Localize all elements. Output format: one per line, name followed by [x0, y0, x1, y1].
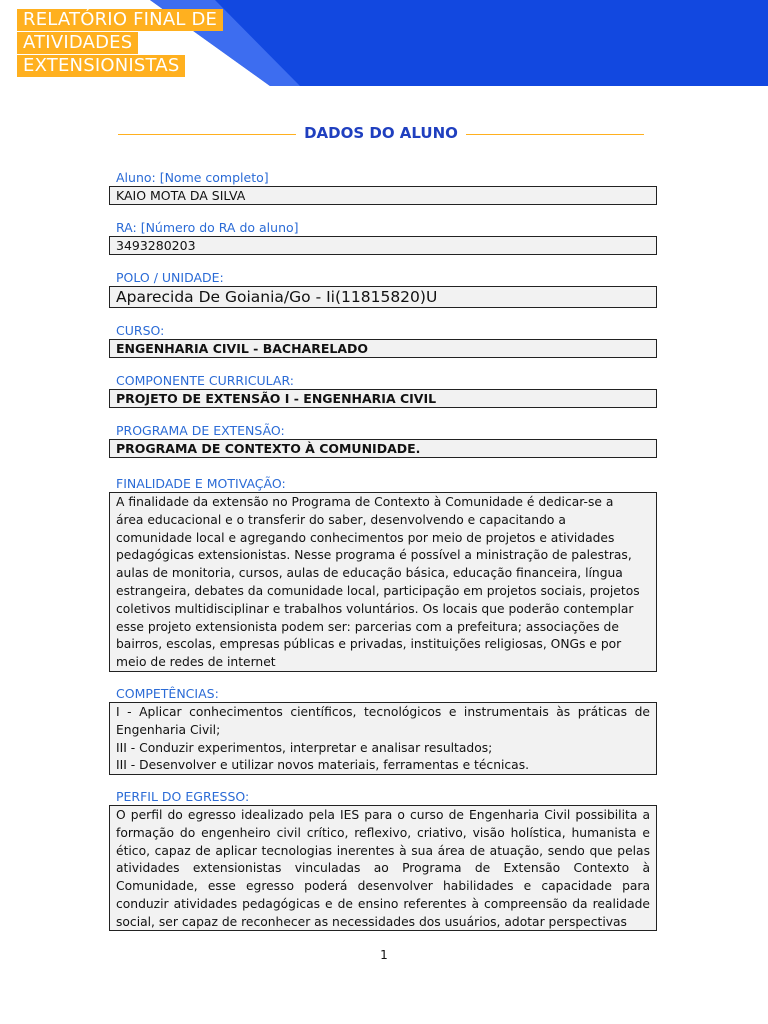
report-title-line-1: RELATÓRIO FINAL DE: [17, 9, 223, 31]
aluno-label: Aluno: [Nome completo]: [116, 170, 269, 185]
curso-label: CURSO:: [116, 323, 165, 338]
finalidade-line: meio de redes de internet: [116, 655, 276, 670]
finalidade-line: esse projeto extensionista podem ser: parcerias com a prefeitura; associações de: [116, 619, 619, 634]
finalidade-line: coletivos multidisciplinar e trabalhos voluntários. Os locais que poderão contemplar: [116, 601, 634, 616]
finalidade-line: área educacional e o transferir do saber, desenvolvendo e capacitando a: [116, 512, 566, 527]
finalidade-line: estrangeira, debates da comunidade local, participação em projetos sociais, projetos: [116, 583, 640, 598]
section-heading: [118, 122, 644, 146]
section-title: DADOS DO ALUNO: [304, 124, 458, 142]
aluno-field: KAIO MOTA DA SILVA: [109, 186, 657, 205]
programa-field: PROGRAMA DE CONTEXTO À COMUNIDADE.: [109, 439, 657, 458]
perfil-label: PERFIL DO EGRESSO:: [116, 789, 250, 804]
report-header-banner: [0, 0, 768, 86]
competencia-item: I - Aplicar conhecimentos científicos, tecnológicos e instrumentais às práticas de Engenharia Civil;: [116, 705, 650, 737]
polo-label: POLO / UNIDADE:: [116, 270, 224, 285]
page-number: 1: [380, 948, 388, 962]
curso-field: ENGENHARIA CIVIL - BACHARELADO: [109, 339, 657, 358]
programa-label: PROGRAMA DE EXTENSÃO:: [116, 423, 285, 438]
finalidade-line: pedagógicas extensionistas. Nesse programa é possível a ministração de palestras,: [116, 548, 632, 563]
componente-label: COMPONENTE CURRICULAR:: [116, 373, 294, 388]
ra-label: RA: [Número do RA do aluno]: [116, 220, 299, 235]
componente-field: PROJETO DE EXTENSÃO I - ENGENHARIA CIVIL: [109, 389, 657, 408]
competencias-field: [109, 702, 657, 775]
competencia-item: III - Desenvolver e utilizar novos materiais, ferramentas e técnicas.: [116, 758, 530, 773]
ra-field: 3493280203: [109, 236, 657, 255]
perfil-field: O perfil do egresso idealizado pela IES para o curso de Engenharia Civil possibilita a formação do engenheiro civil crítico, reflexivo, criativo, visão holística, humanista e ético, capaz de aplicar tecnologias inerentes à sua área de atuação, sendo que pelas atividades extensionistas vinculadas ao Programa de Extensão Contexto à Comunidade, esse egresso poderá desenvolver habilidades e capacidade para conduzir atividades pedagógicas e de ensino referentes à compreensão da realidade social, ser capaz de reconhecer as necessidades dos usuários, adotar perspectivas: [109, 805, 657, 931]
finalidade-line: aulas de monitoria, cursos, aulas de educação básica, educação financeira, língua: [116, 566, 623, 581]
report-title: [17, 9, 223, 78]
report-title-line-3: EXTENSIONISTAS: [17, 55, 185, 77]
heading-rule-right: [466, 134, 644, 135]
finalidade-line: A finalidade da extensão no Programa de Contexto à Comunidade é dedicar-se a: [116, 495, 614, 509]
finalidade-label: FINALIDADE E MOTIVAÇÃO:: [116, 476, 286, 491]
competencias-label: COMPETÊNCIAS:: [116, 686, 219, 701]
competencia-item: III - Conduzir experimentos, interpretar e analisar resultados;: [116, 740, 493, 755]
polo-field: Aparecida De Goiania/Go - Ii(11815820)U: [109, 286, 657, 308]
finalidade-field: [109, 492, 657, 672]
finalidade-line: comunidade local e agregando conhecimentos por meio de projetos e atividades: [116, 530, 615, 545]
report-title-line-2: ATIVIDADES: [17, 32, 138, 54]
finalidade-line: bairros, escolas, empresas públicas e privadas, instituições religiosas, ONGs e por: [116, 637, 622, 652]
